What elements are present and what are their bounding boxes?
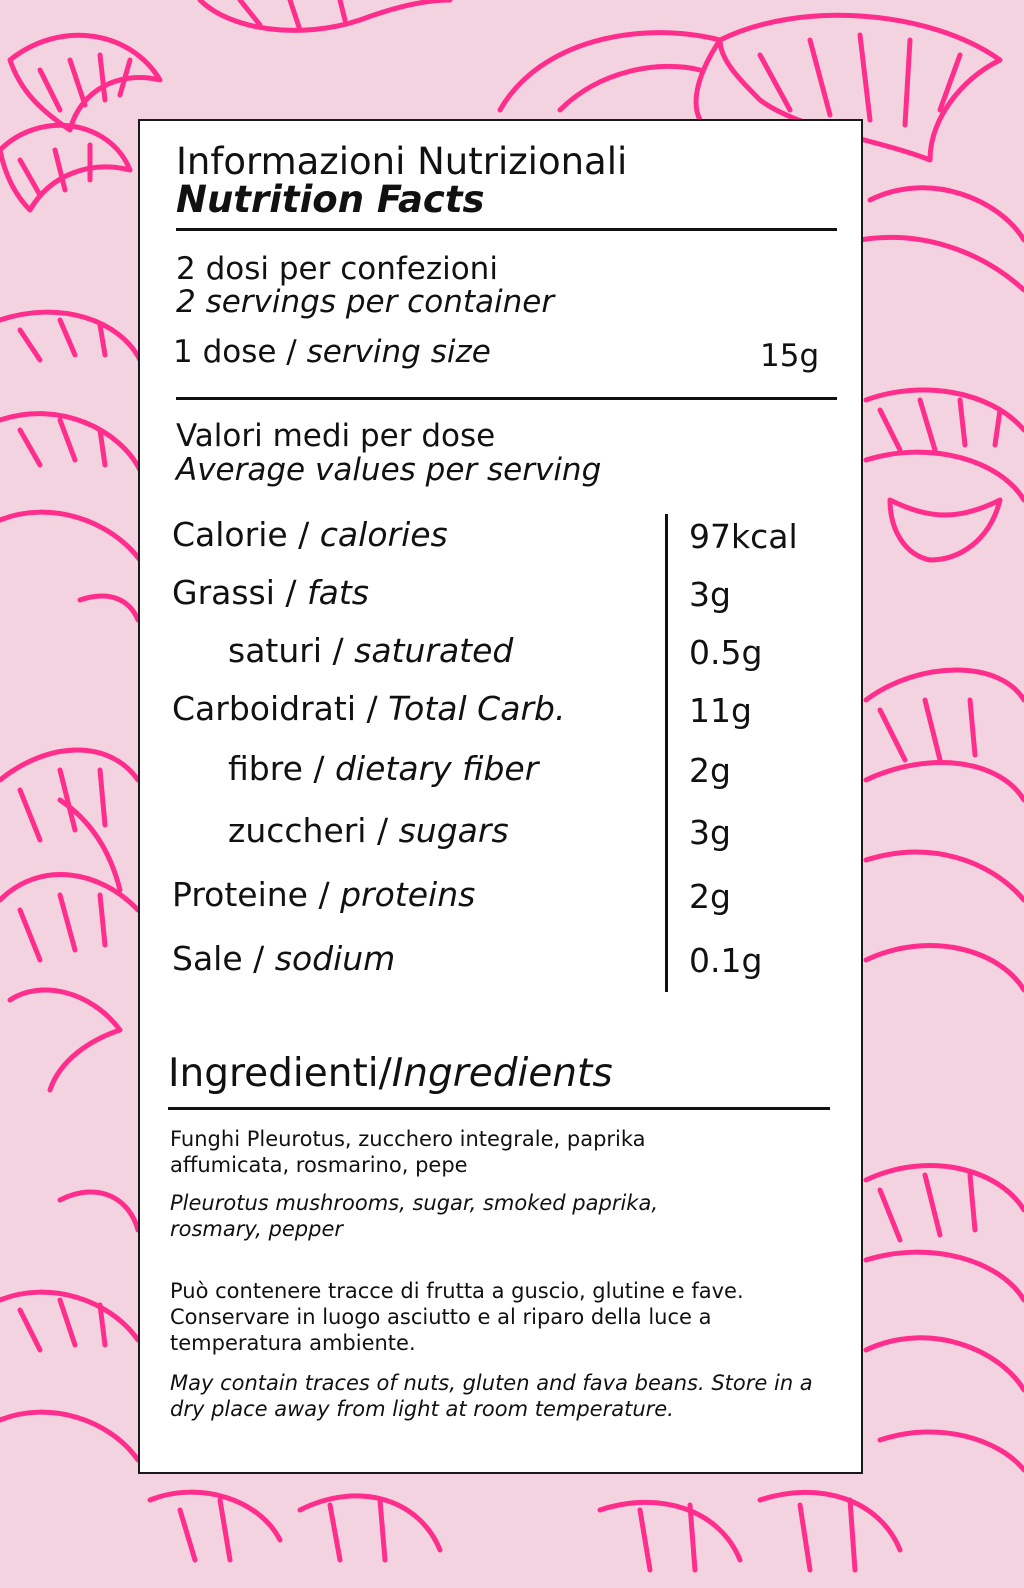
nutrient-label (172, 515, 448, 554)
ingredients-title-english: Ingredients (391, 1051, 613, 1096)
warnings-text-italian: Può contenere tracce di frutta a guscio, glutine e fave. Conservare in luogo asciutto e al riparo della luce a temperatura ambiente. (170, 1279, 744, 1355)
ingredients-title (168, 1051, 613, 1096)
nutrient-name-italian: zuccheri / (228, 811, 389, 850)
nutrient-value: 11g (689, 691, 752, 730)
warnings-text-english: May contain traces of nuts, gluten and fava beans. Store in a dry place away from light at room temperature. (170, 1371, 813, 1421)
nutrient-value: 3g (689, 575, 731, 614)
ingredients-divider (168, 1107, 830, 1110)
nutrient-label (172, 939, 396, 978)
nutrient-name-english: calories (319, 515, 448, 554)
nutrient-column-divider (665, 514, 668, 992)
nutrient-name-english: fats (307, 573, 370, 612)
ingredients-text-italian: Funghi Pleurotus, zucchero integrale, paprika affumicata, rosmarino, pepe (170, 1127, 646, 1177)
servings-per-container-english: 2 servings per container (176, 284, 555, 320)
nutrient-name-italian: fibre / (228, 749, 325, 788)
nutrient-label (228, 631, 514, 670)
serving-size-value: 15g (760, 338, 820, 374)
ingredients-title-italian: Ingredienti/ (168, 1051, 392, 1096)
nutrient-name-english: saturated (354, 631, 514, 670)
nutrient-name-english: sodium (274, 939, 396, 978)
title-italian: Informazioni Nutrizionali (176, 140, 628, 183)
nutrient-value: 2g (689, 877, 731, 916)
nutrient-value: 2g (689, 751, 731, 790)
nutrient-name-italian: Calorie / (172, 515, 310, 554)
nutrient-label (172, 875, 476, 914)
nutrient-name-italian: Sale / (172, 939, 265, 978)
nutrient-value: 97kcal (689, 517, 798, 556)
nutrient-value: 3g (689, 813, 731, 852)
nutrient-name-english: proteins (340, 875, 476, 914)
nutrition-label-panel (138, 119, 863, 1474)
average-values-english: Average values per serving (176, 452, 602, 488)
serving-size-label (173, 334, 491, 370)
nutrient-name-italian: Carboidrati / (172, 689, 378, 728)
nutrient-label (228, 749, 539, 788)
average-values-italian: Valori medi per dose (176, 418, 496, 454)
serving-size-label-italian: 1 dose / (173, 334, 297, 370)
nutrient-name-english: sugars (398, 811, 509, 850)
nutrient-label (228, 811, 509, 850)
nutrient-value: 0.5g (689, 633, 763, 672)
ingredients-text-english: Pleurotus mushrooms, sugar, smoked paprika, rosmary, pepper (170, 1191, 659, 1241)
servings-divider (176, 397, 837, 400)
nutrient-name-english: Total Carb. (388, 689, 566, 728)
nutrient-name-english: dietary fiber (335, 749, 539, 788)
nutrient-value: 0.1g (689, 941, 763, 980)
servings-per-container-italian: 2 dosi per confezioni (176, 251, 498, 287)
nutrient-label (172, 573, 370, 612)
nutrient-name-italian: saturi / (228, 631, 344, 670)
nutrient-name-italian: Proteine / (172, 875, 330, 914)
title-english: Nutrition Facts (176, 178, 485, 221)
nutrient-label (172, 689, 566, 728)
nutrient-name-italian: Grassi / (172, 573, 297, 612)
header-divider (176, 228, 837, 231)
serving-size-label-english: serving size (306, 334, 491, 370)
